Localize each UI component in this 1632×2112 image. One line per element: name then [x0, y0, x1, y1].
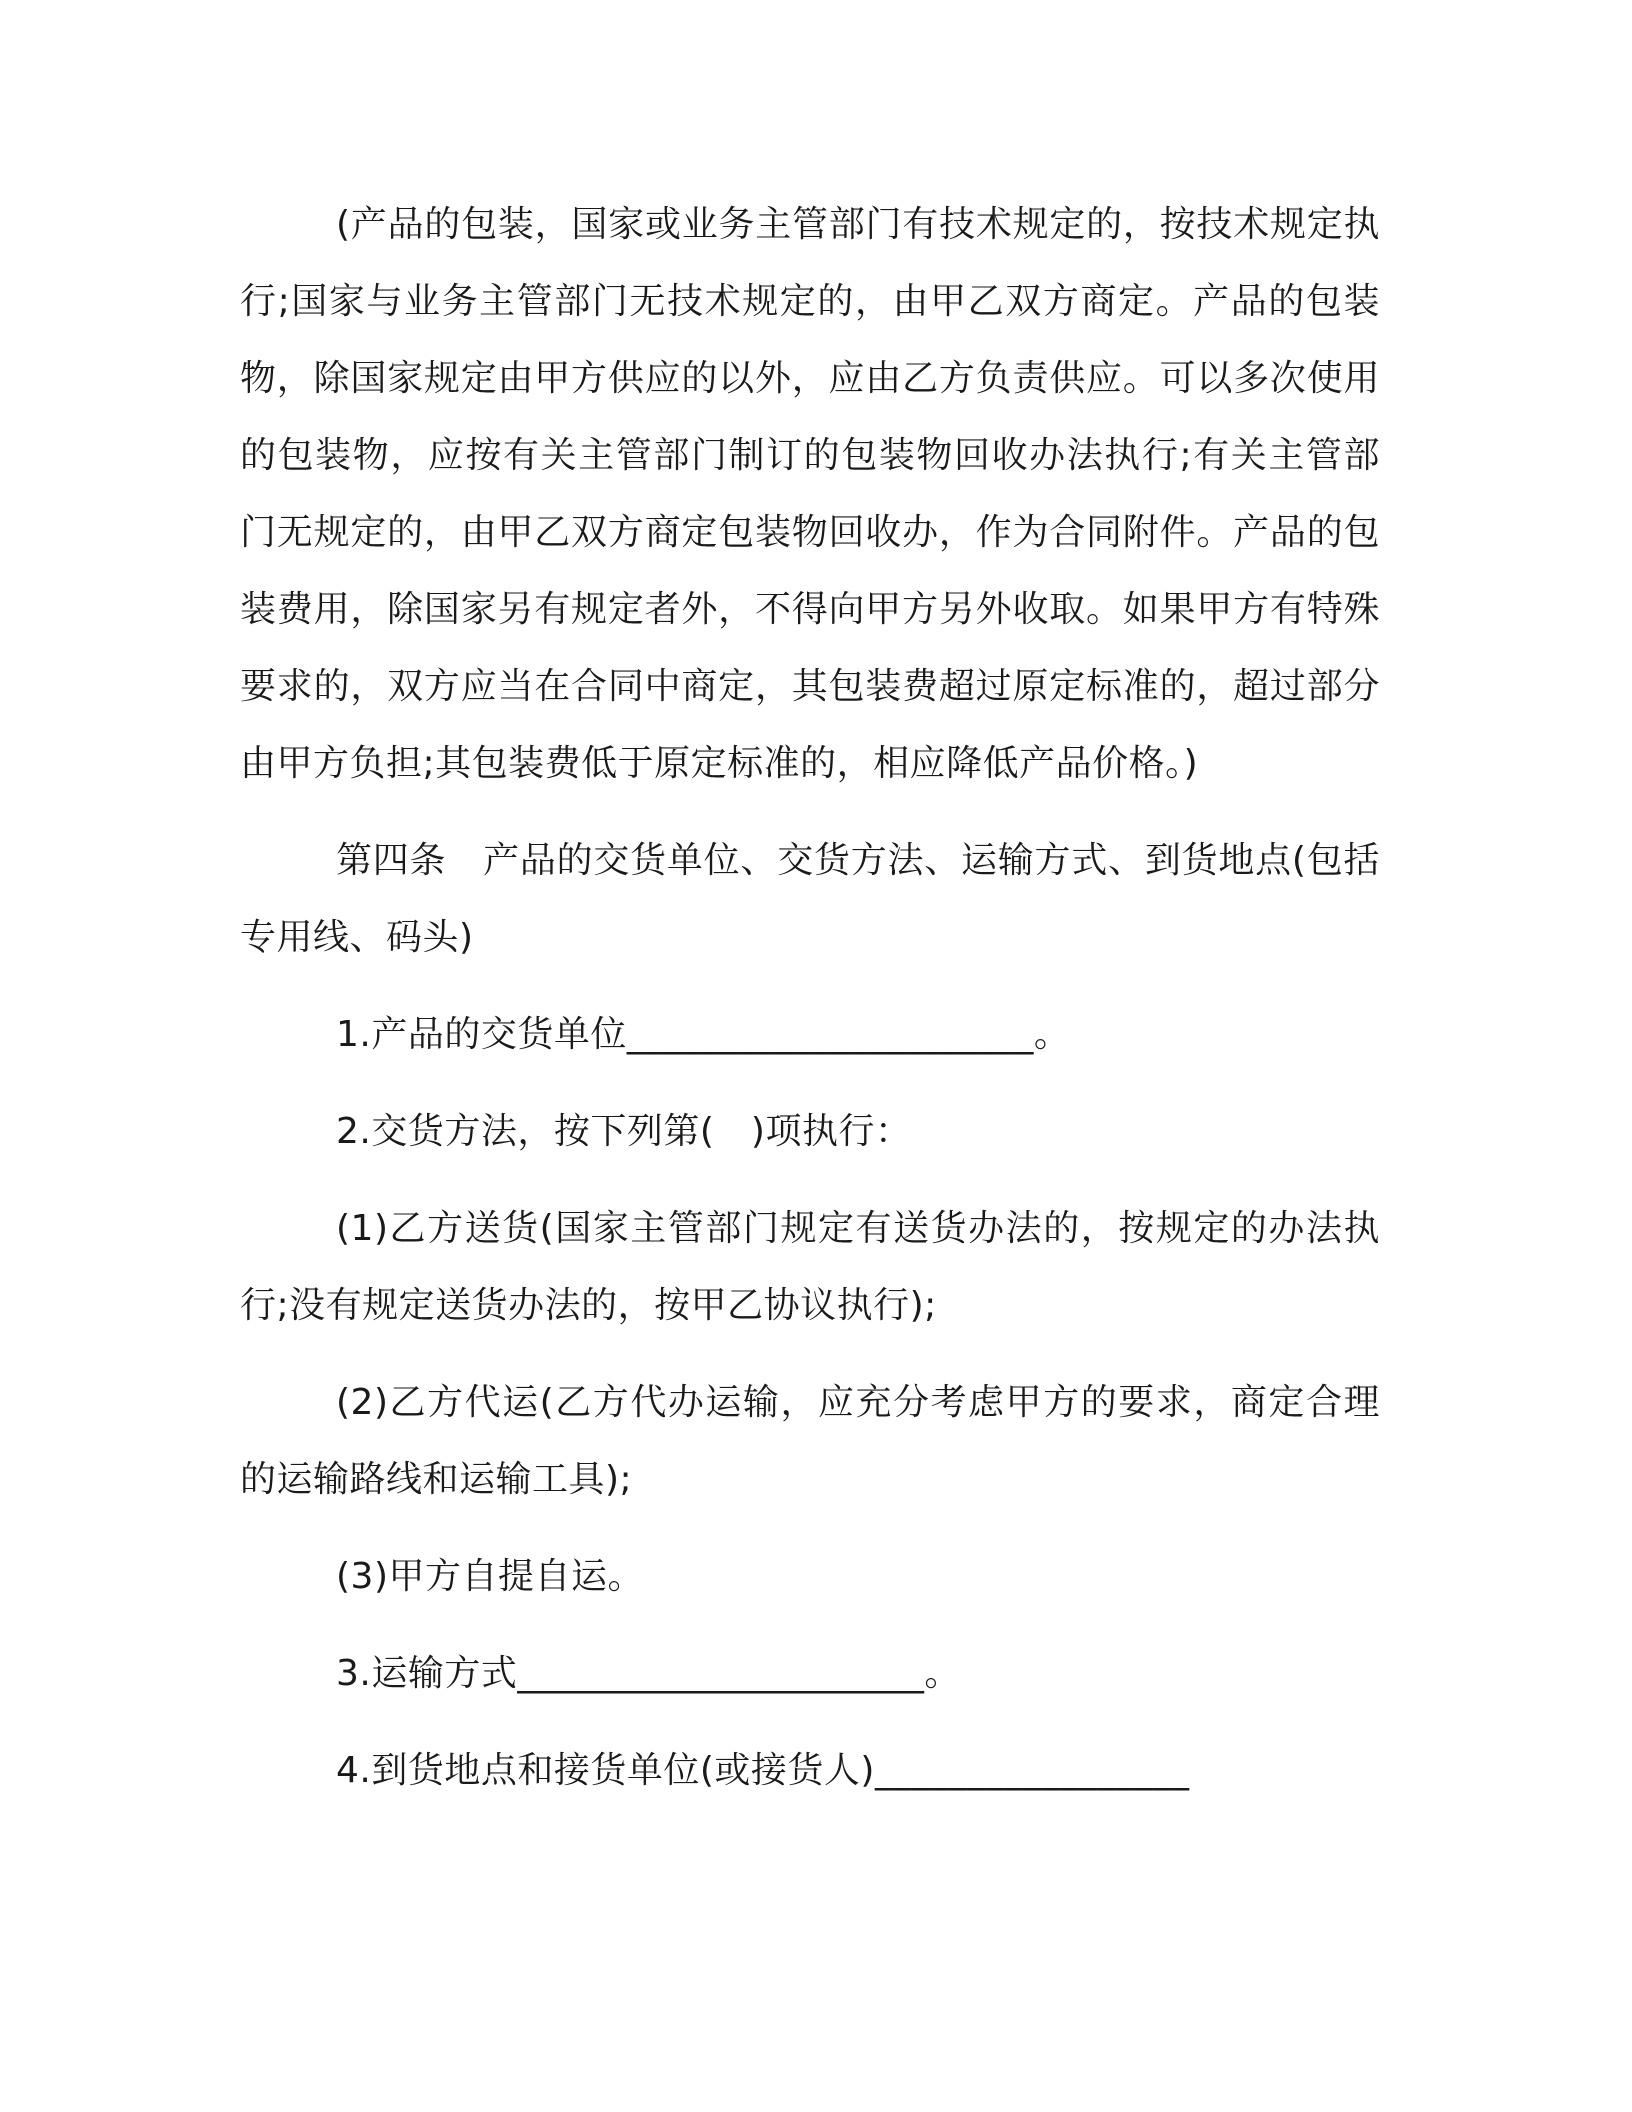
delivery-option-1: (1)乙方送货(国家主管部门规定有送货办法的，按规定的办法执行;没有规定送货办法的，按甲乙协议执行); — [240, 1208, 1380, 1326]
article-four-heading: 第四条 产品的交货单位、交货方法、运输方式、到货地点(包括专用线、码头) — [240, 840, 1380, 958]
delivery-option-3: (3)甲方自提自运。 — [336, 1556, 644, 1597]
delivery-unit-item: 1.产品的交货单位______________________。 — [336, 1014, 1071, 1055]
delivery-option-2: (2)乙方代运(乙方代办运输，应充分考虑甲方的要求，商定合理的运输路线和运输工具); — [240, 1382, 1380, 1500]
packaging-clause-paragraph: (产品的包装，国家或业务主管部门有技术规定的，按技术规定执行;国家与业务主管部门无技术规定的，由甲乙双方商定。产品的包装物，除国家规定由甲方供应的以外，应由乙方负责供应。可以多次使用的包装物，应按有关主管部门制订的包装物回收办法执行;有关主管部门无规定的，由甲乙双方商定包装物回收办，作为合同附件。产品的包装费用，除国家另有规定者外，不得向甲方另外收取。如果甲方有特殊要求的，双方应当在合同中商定，其包装费超过原定标准的，超过部分由甲方负担;其包装费低于原定标准的，相应降低产品价格。) — [240, 204, 1380, 784]
arrival-location-item: 4.到货地点和接货单位(或接货人)_________________ — [336, 1750, 1190, 1791]
document-body — [240, 186, 1380, 1829]
transport-method-item: 3.运输方式______________________。 — [336, 1653, 961, 1694]
delivery-method-item: 2.交货方法，按下列第( )项执行： — [336, 1111, 912, 1152]
